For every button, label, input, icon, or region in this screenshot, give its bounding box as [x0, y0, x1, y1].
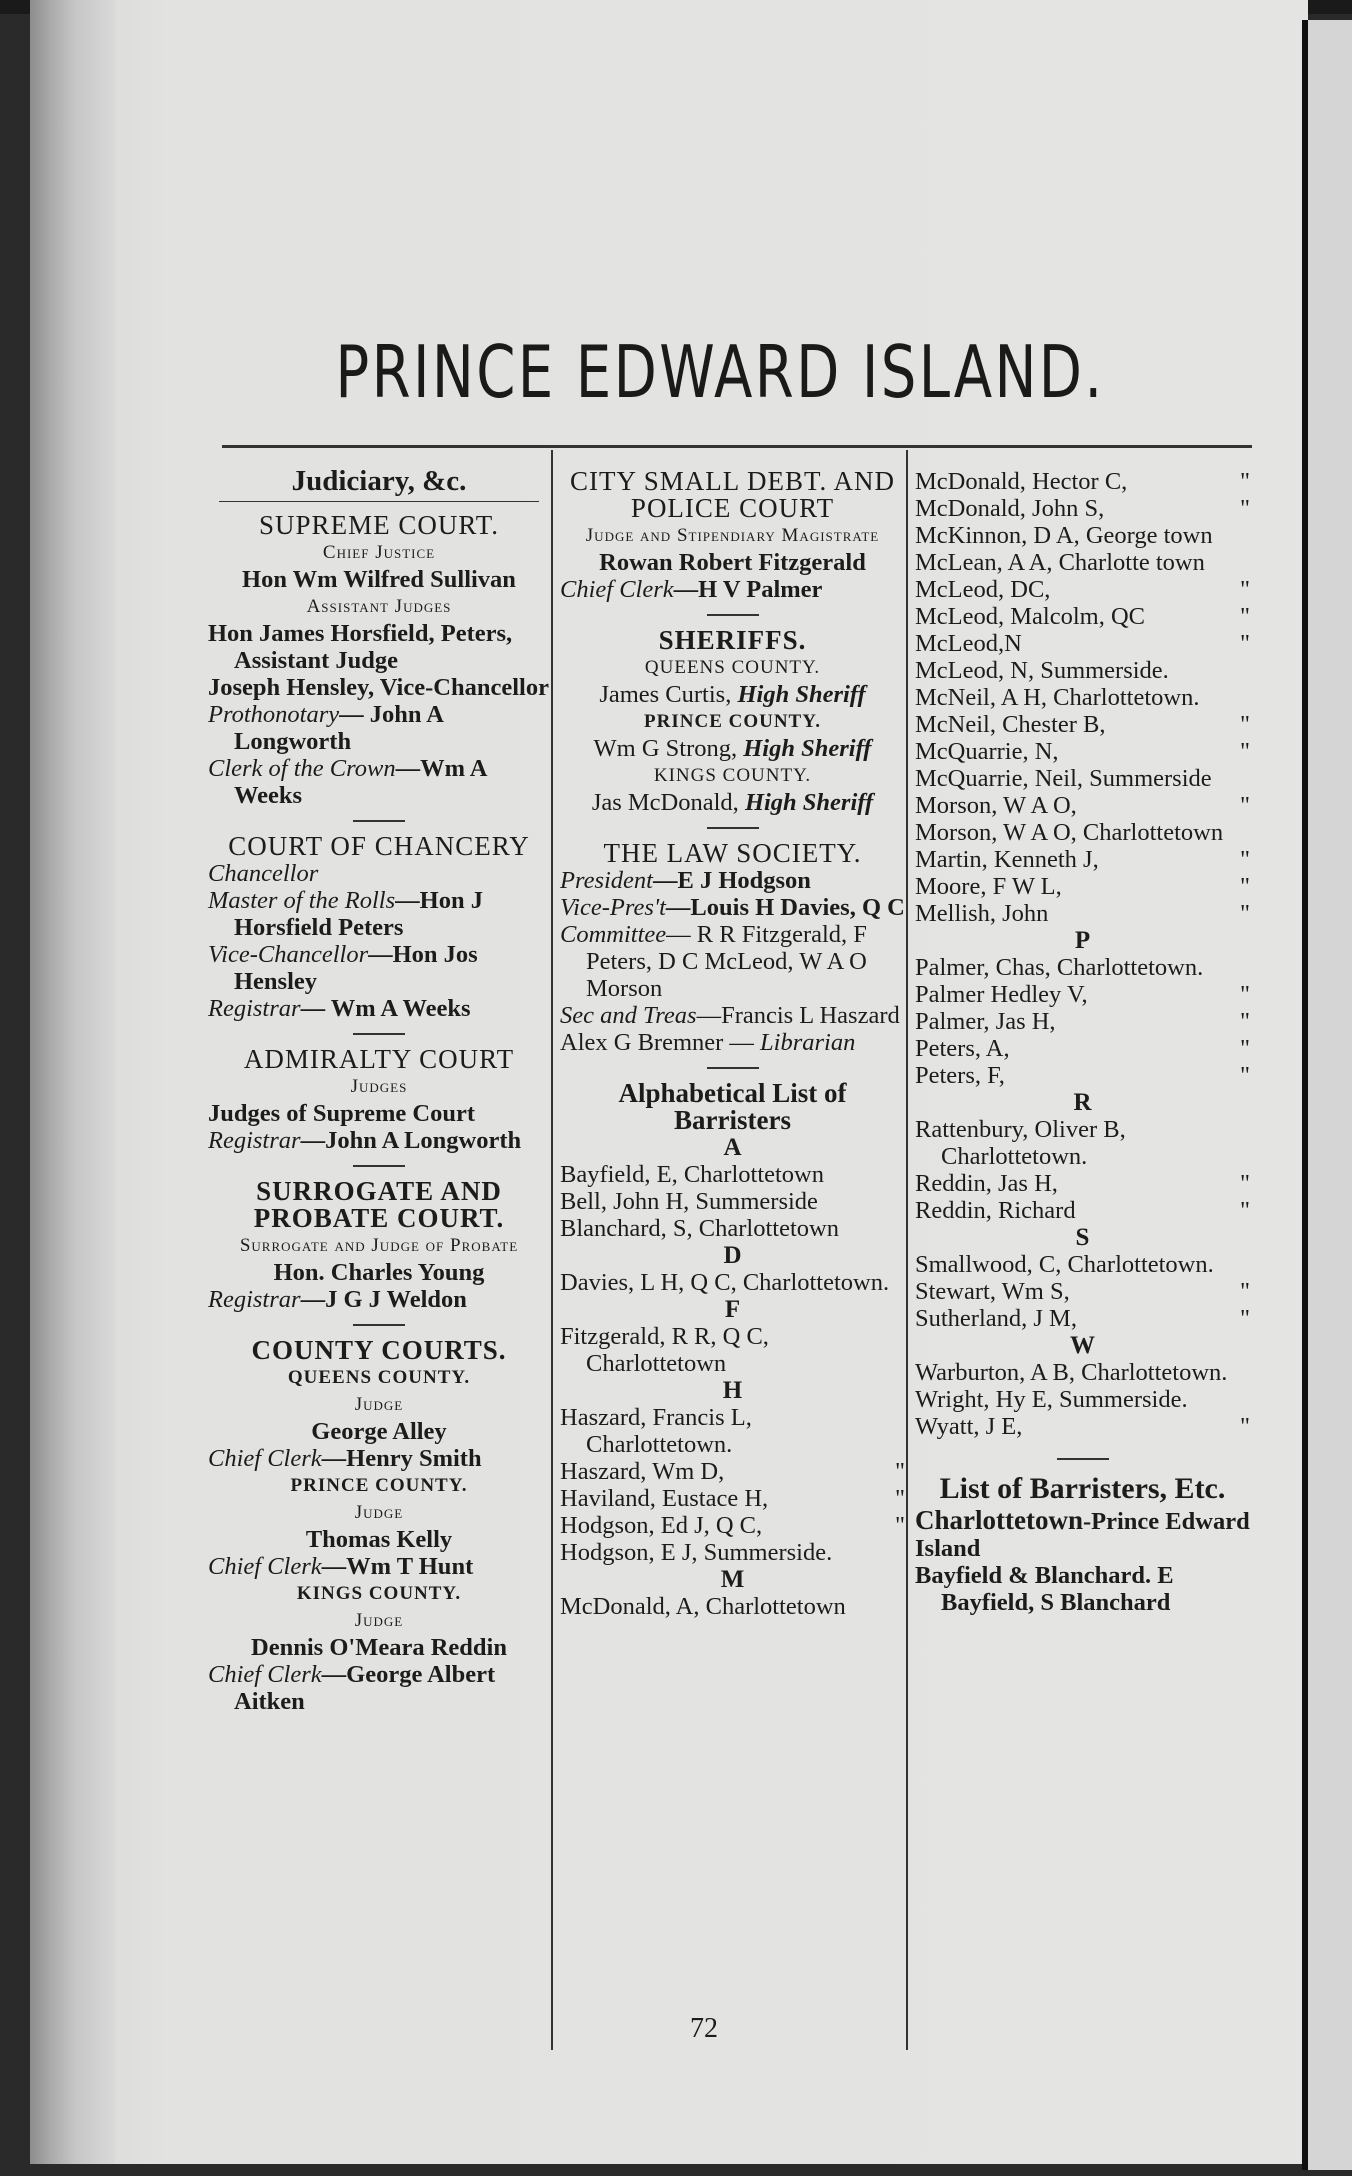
judge-label: Judge [354, 1394, 404, 1415]
kings-judge: Dennis O'Meara Reddin [251, 1634, 507, 1661]
barrister-name: Stewart, Wm S, [915, 1278, 1070, 1305]
barrister-entry [560, 1512, 905, 1539]
barrister-entry [915, 549, 1250, 576]
barrister-entry [915, 1197, 1250, 1224]
judge-label: Judge [354, 1502, 404, 1523]
barrister-entry [560, 1593, 905, 1620]
ditto-mark [1244, 522, 1250, 549]
barrister-entry [915, 738, 1250, 765]
law-firm: Bayfield & Blanchard. E Bayfield, S Blanchard [915, 1562, 1174, 1616]
barrister-name: Warburton, A B, Charlottetown. [915, 1359, 1228, 1386]
divider [707, 1067, 759, 1069]
barrister-name: McNeil, Chester B, [915, 711, 1106, 738]
barrister-entry [915, 1170, 1250, 1197]
city-court-label: Judge and Stipendiary Magistrate [585, 525, 880, 546]
barrister-name: McLeod, DC, [915, 576, 1051, 603]
ditto-mark: " [1239, 630, 1250, 657]
barrister-name: Fitzgerald, R R, Q C, Charlottetown [560, 1323, 769, 1377]
alpha-list-title: Alphabetical List of Barristers [618, 1078, 847, 1135]
chancery-title: COURT OF CHANCERY [228, 831, 530, 861]
barrister-entry [915, 954, 1250, 981]
ditto-mark: " [894, 1458, 905, 1485]
barrister-name: Morson, W A O, Charlottetown [915, 819, 1224, 846]
barrister-name: Moore, F W L, [915, 873, 1062, 900]
ditto-mark [899, 1539, 905, 1566]
queens-clerk: Chief Clerk—Henry Smith [208, 1445, 482, 1472]
barrister-name: Wright, Hy E, Summerside. [915, 1386, 1188, 1413]
barrister-name: Blanchard, S, Charlottetown [560, 1215, 839, 1242]
barrister-entry [915, 1008, 1250, 1035]
barrister-entry [915, 1305, 1250, 1332]
ditto-mark [899, 1269, 905, 1296]
column-divider-2 [906, 450, 908, 2050]
barrister-name: Davies, L H, Q C, Charlottetown. [560, 1269, 890, 1296]
barrister-name: McDonald, Hector C, [915, 468, 1128, 495]
ditto-mark: " [1239, 711, 1250, 738]
surrogate-registrar: Registrar—J G J Weldon [208, 1286, 467, 1313]
barrister-name: Mellish, John [915, 900, 1049, 927]
page-title: PRINCE EDWARD ISLAND. [335, 330, 1105, 414]
ditto-mark: " [1239, 1197, 1250, 1224]
barrister-name: Sutherland, J M, [915, 1305, 1077, 1332]
barrister-name: Reddin, Richard [915, 1197, 1076, 1224]
barrister-entry [560, 1404, 905, 1458]
letter-heading: H [722, 1377, 743, 1404]
ditto-mark [899, 1593, 905, 1620]
ditto-mark [1244, 819, 1250, 846]
divider [707, 827, 759, 829]
barrister-name: Haviland, Eustace H, [560, 1485, 769, 1512]
ditto-mark: " [1239, 1170, 1250, 1197]
barrister-entry [915, 846, 1250, 873]
divider [219, 501, 539, 502]
law-society-vice-president: Vice-Pres't—Louis H Davies, Q C [560, 894, 905, 921]
column-divider-1 [551, 450, 553, 2050]
barrister-entry [915, 873, 1250, 900]
barrister-entry [915, 1359, 1250, 1386]
prince-sheriff: Wm G Strong, High Sheriff [593, 735, 872, 762]
queens-county-label: QUEENS COUNTY. [287, 1367, 471, 1388]
barrister-entry [915, 1116, 1250, 1170]
ditto-mark: " [1239, 846, 1250, 873]
barrister-entry [915, 684, 1250, 711]
barrister-entry [915, 1062, 1250, 1089]
ditto-mark [1244, 954, 1250, 981]
ditto-mark: " [1239, 468, 1250, 495]
barrister-name: McLeod,N [915, 630, 1022, 657]
barrister-entry [560, 1458, 905, 1485]
barrister-name: Peters, F, [915, 1062, 1005, 1089]
letter-heading: W [1070, 1332, 1095, 1359]
letter-heading: F [724, 1296, 741, 1323]
barrister-name: Morson, W A O, [915, 792, 1077, 819]
letter-heading: R [1073, 1089, 1092, 1116]
barrister-entry [915, 981, 1250, 1008]
barrister-entry [560, 1269, 905, 1296]
barrister-name: Smallwood, C, Charlottetown. [915, 1251, 1214, 1278]
surrogate-judge: Hon. Charles Young [273, 1259, 485, 1286]
ditto-mark: " [1239, 603, 1250, 630]
ditto-mark: " [894, 1485, 905, 1512]
section-heading: Judiciary, &c. [291, 465, 467, 497]
column-barristers [915, 468, 1250, 1616]
letter-heading: M [720, 1566, 745, 1593]
barrister-name: Haszard, Wm D, [560, 1458, 725, 1485]
page-number: 72 [690, 2013, 718, 2044]
barrister-entry [560, 1323, 905, 1377]
kings-county-label: KINGS COUNTY. [296, 1583, 462, 1604]
queens-county-label: QUEENS COUNTY. [644, 657, 821, 678]
ditto-mark: " [1239, 873, 1250, 900]
prothonotary: Prothonotary— John A Longworth [208, 701, 443, 755]
column-courts-sheriffs [560, 468, 905, 1620]
barrister-name: McKinnon, D A, George town [915, 522, 1213, 549]
surrogate-title: SURROGATE AND PROBATE COURT. [253, 1176, 505, 1233]
law-society-committee: Committee— R R Fitzgerald, F Peters, D C McLeod, W A O Morson [560, 921, 867, 1002]
letter-heading: A [723, 1134, 742, 1161]
law-society-title: THE LAW SOCIETY. [603, 838, 862, 868]
assistant-judge: Hon James Horsfield, Peters, Assistant Judge [208, 620, 513, 674]
admiralty-judges-label: Judges [350, 1076, 408, 1097]
barrister-name: McLeod, N, Summerside. [915, 657, 1169, 684]
ditto-mark: " [1239, 1278, 1250, 1305]
law-society-secretary: Sec and Treas—Francis L Haszard [560, 1002, 900, 1029]
chief-justice-name: Hon Wm Wilfred Sullivan [242, 566, 516, 593]
ditto-mark [899, 1323, 905, 1377]
barrister-name: Peters, A, [915, 1035, 1010, 1062]
chancellor-label: Chancellor [208, 860, 319, 887]
barrister-entry [915, 900, 1250, 927]
barrister-entry [915, 765, 1250, 792]
barrister-name: Haszard, Francis L, Charlottetown. [560, 1404, 752, 1458]
chancery-registrar: Registrar— Wm A Weeks [208, 995, 471, 1022]
ditto-mark [899, 1188, 905, 1215]
barrister-name: McQuarrie, Neil, Summerside [915, 765, 1212, 792]
place-heading: Charlottetown-Prince Edward Island [915, 1505, 1250, 1562]
surrogate-label: Surrogate and Judge of Probate [239, 1235, 519, 1256]
barrister-name: Bayfield, E, Charlottetown [560, 1161, 824, 1188]
barrister-entry [560, 1485, 905, 1512]
ditto-mark [1244, 1116, 1250, 1170]
city-court-title: CITY SMALL DEBT. AND POLICE COURT [570, 466, 895, 523]
assistant-judges-label: Assistant Judges [306, 596, 452, 617]
ditto-mark: " [1239, 1305, 1250, 1332]
barrister-name: McQuarrie, N, [915, 738, 1059, 765]
admiralty-registrar: Registrar—John A Longworth [208, 1127, 522, 1154]
barrister-entry [560, 1215, 905, 1242]
letter-heading: P [1074, 927, 1091, 954]
city-court-judge: Rowan Robert Fitzgerald [599, 549, 866, 576]
law-society-president: President—E J Hodgson [560, 867, 811, 894]
barrister-name: Hodgson, Ed J, Q C, [560, 1512, 763, 1539]
ditto-mark [1244, 657, 1250, 684]
prince-county-label: PRINCE COUNTY. [290, 1475, 468, 1496]
ditto-mark: " [1239, 1413, 1250, 1440]
ditto-mark: " [1239, 576, 1250, 603]
barrister-list [915, 468, 1250, 1440]
barrister-name: Wyatt, J E, [915, 1413, 1023, 1440]
barrister-name: Palmer, Jas H, [915, 1008, 1056, 1035]
barrister-name: Palmer Hedley V, [915, 981, 1088, 1008]
barrister-entry [560, 1188, 905, 1215]
barrister-list [560, 1134, 905, 1620]
barrister-name: Bell, John H, Summerside [560, 1188, 818, 1215]
prince-clerk: Chief Clerk—Wm T Hunt [208, 1553, 474, 1580]
title-rule [222, 445, 1252, 448]
barrister-entry [915, 1386, 1250, 1413]
admiralty-title: ADMIRALTY COURT [243, 1044, 515, 1074]
barrister-name: McLean, A A, Charlotte town [915, 549, 1205, 576]
ditto-mark [1244, 1359, 1250, 1386]
supreme-court-title: SUPREME COURT. [259, 510, 499, 540]
barrister-name: Martin, Kenneth J, [915, 846, 1099, 873]
kings-clerk: Chief Clerk—George Albert Aitken [208, 1661, 496, 1715]
ditto-mark [1244, 549, 1250, 576]
divider [353, 1033, 405, 1035]
divider [1057, 1458, 1109, 1460]
ditto-mark: " [1239, 900, 1250, 927]
barrister-entry [915, 630, 1250, 657]
ditto-mark [1244, 765, 1250, 792]
ditto-mark: " [1239, 1062, 1250, 1089]
barrister-name: Reddin, Jas H, [915, 1170, 1058, 1197]
list-of-barristers-title: List of Barristers, Etc. [939, 1472, 1226, 1505]
ditto-mark: " [1239, 1035, 1250, 1062]
ditto-mark [899, 1161, 905, 1188]
chief-justice-label: Chief Justice [322, 542, 436, 563]
clerk-of-crown: Clerk of the Crown—Wm A Weeks [208, 755, 487, 809]
prince-county-label: PRINCE COUNTY. [644, 711, 821, 732]
ditto-mark [1244, 1386, 1250, 1413]
ditto-mark: " [1239, 738, 1250, 765]
barrister-entry [915, 1035, 1250, 1062]
barrister-entry [915, 711, 1250, 738]
letter-heading: S [1075, 1224, 1090, 1251]
master-of-rolls: Master of the Rolls—Hon J Horsfield Peters [208, 887, 483, 941]
kings-sheriff: Jas McDonald, High Sheriff [591, 789, 874, 816]
divider [353, 820, 405, 822]
city-court-clerk: Chief Clerk—H V Palmer [560, 576, 823, 603]
judge-label: Judge [354, 1610, 404, 1631]
ditto-mark [1244, 684, 1250, 711]
ditto-mark: " [1239, 1008, 1250, 1035]
divider [353, 1165, 405, 1167]
barrister-name: Rattenbury, Oliver B, Charlottetown. [915, 1116, 1126, 1170]
queens-judge: George Alley [311, 1418, 447, 1445]
barrister-entry [915, 657, 1250, 684]
barrister-entry [915, 1413, 1250, 1440]
prince-judge: Thomas Kelly [305, 1526, 453, 1553]
barrister-entry [915, 522, 1250, 549]
barrister-entry [915, 576, 1250, 603]
vice-chancellor: Vice-Chancellor—Hon Jos Hensley [208, 941, 478, 995]
adjacent-page-edge [1302, 20, 1352, 2170]
barrister-entry [915, 468, 1250, 495]
barrister-name: McLeod, Malcolm, QC [915, 603, 1145, 630]
column-judiciary [208, 465, 550, 1715]
ditto-mark: " [1239, 981, 1250, 1008]
barrister-entry [915, 792, 1250, 819]
barrister-entry [560, 1539, 905, 1566]
barrister-name: Hodgson, E J, Summerside. [560, 1539, 833, 1566]
barrister-name: McNeil, A H, Charlottetown. [915, 684, 1200, 711]
admiralty-judges: Judges of Supreme Court [208, 1100, 476, 1127]
ditto-mark: " [894, 1512, 905, 1539]
barrister-entry [915, 819, 1250, 846]
ditto-mark [899, 1215, 905, 1242]
ditto-mark [899, 1404, 905, 1458]
barrister-name: McDonald, A, Charlottetown [560, 1593, 846, 1620]
sheriffs-title: SHERIFFS. [658, 625, 807, 655]
ditto-mark: " [1239, 495, 1250, 522]
barrister-entry [560, 1161, 905, 1188]
barrister-entry [915, 603, 1250, 630]
ditto-mark [1244, 1251, 1250, 1278]
barrister-name: McDonald, John S, [915, 495, 1105, 522]
kings-county-label: KINGS COUNTY. [653, 765, 812, 786]
county-courts-title: COUNTY COURTS. [251, 1335, 507, 1365]
divider [353, 1324, 405, 1326]
barrister-entry [915, 495, 1250, 522]
barrister-entry [915, 1278, 1250, 1305]
barrister-entry [915, 1251, 1250, 1278]
queens-sheriff: James Curtis, High Sheriff [599, 681, 866, 708]
barrister-name: Palmer, Chas, Charlottetown. [915, 954, 1204, 981]
law-society-librarian: Alex G Bremner — Librarian [560, 1029, 856, 1056]
divider [707, 614, 759, 616]
ditto-mark: " [1239, 792, 1250, 819]
page-binding-shadow [30, 0, 115, 2164]
letter-heading: D [723, 1242, 742, 1269]
assistant-judge: Joseph Hensley, Vice-Chancellor [208, 674, 549, 701]
